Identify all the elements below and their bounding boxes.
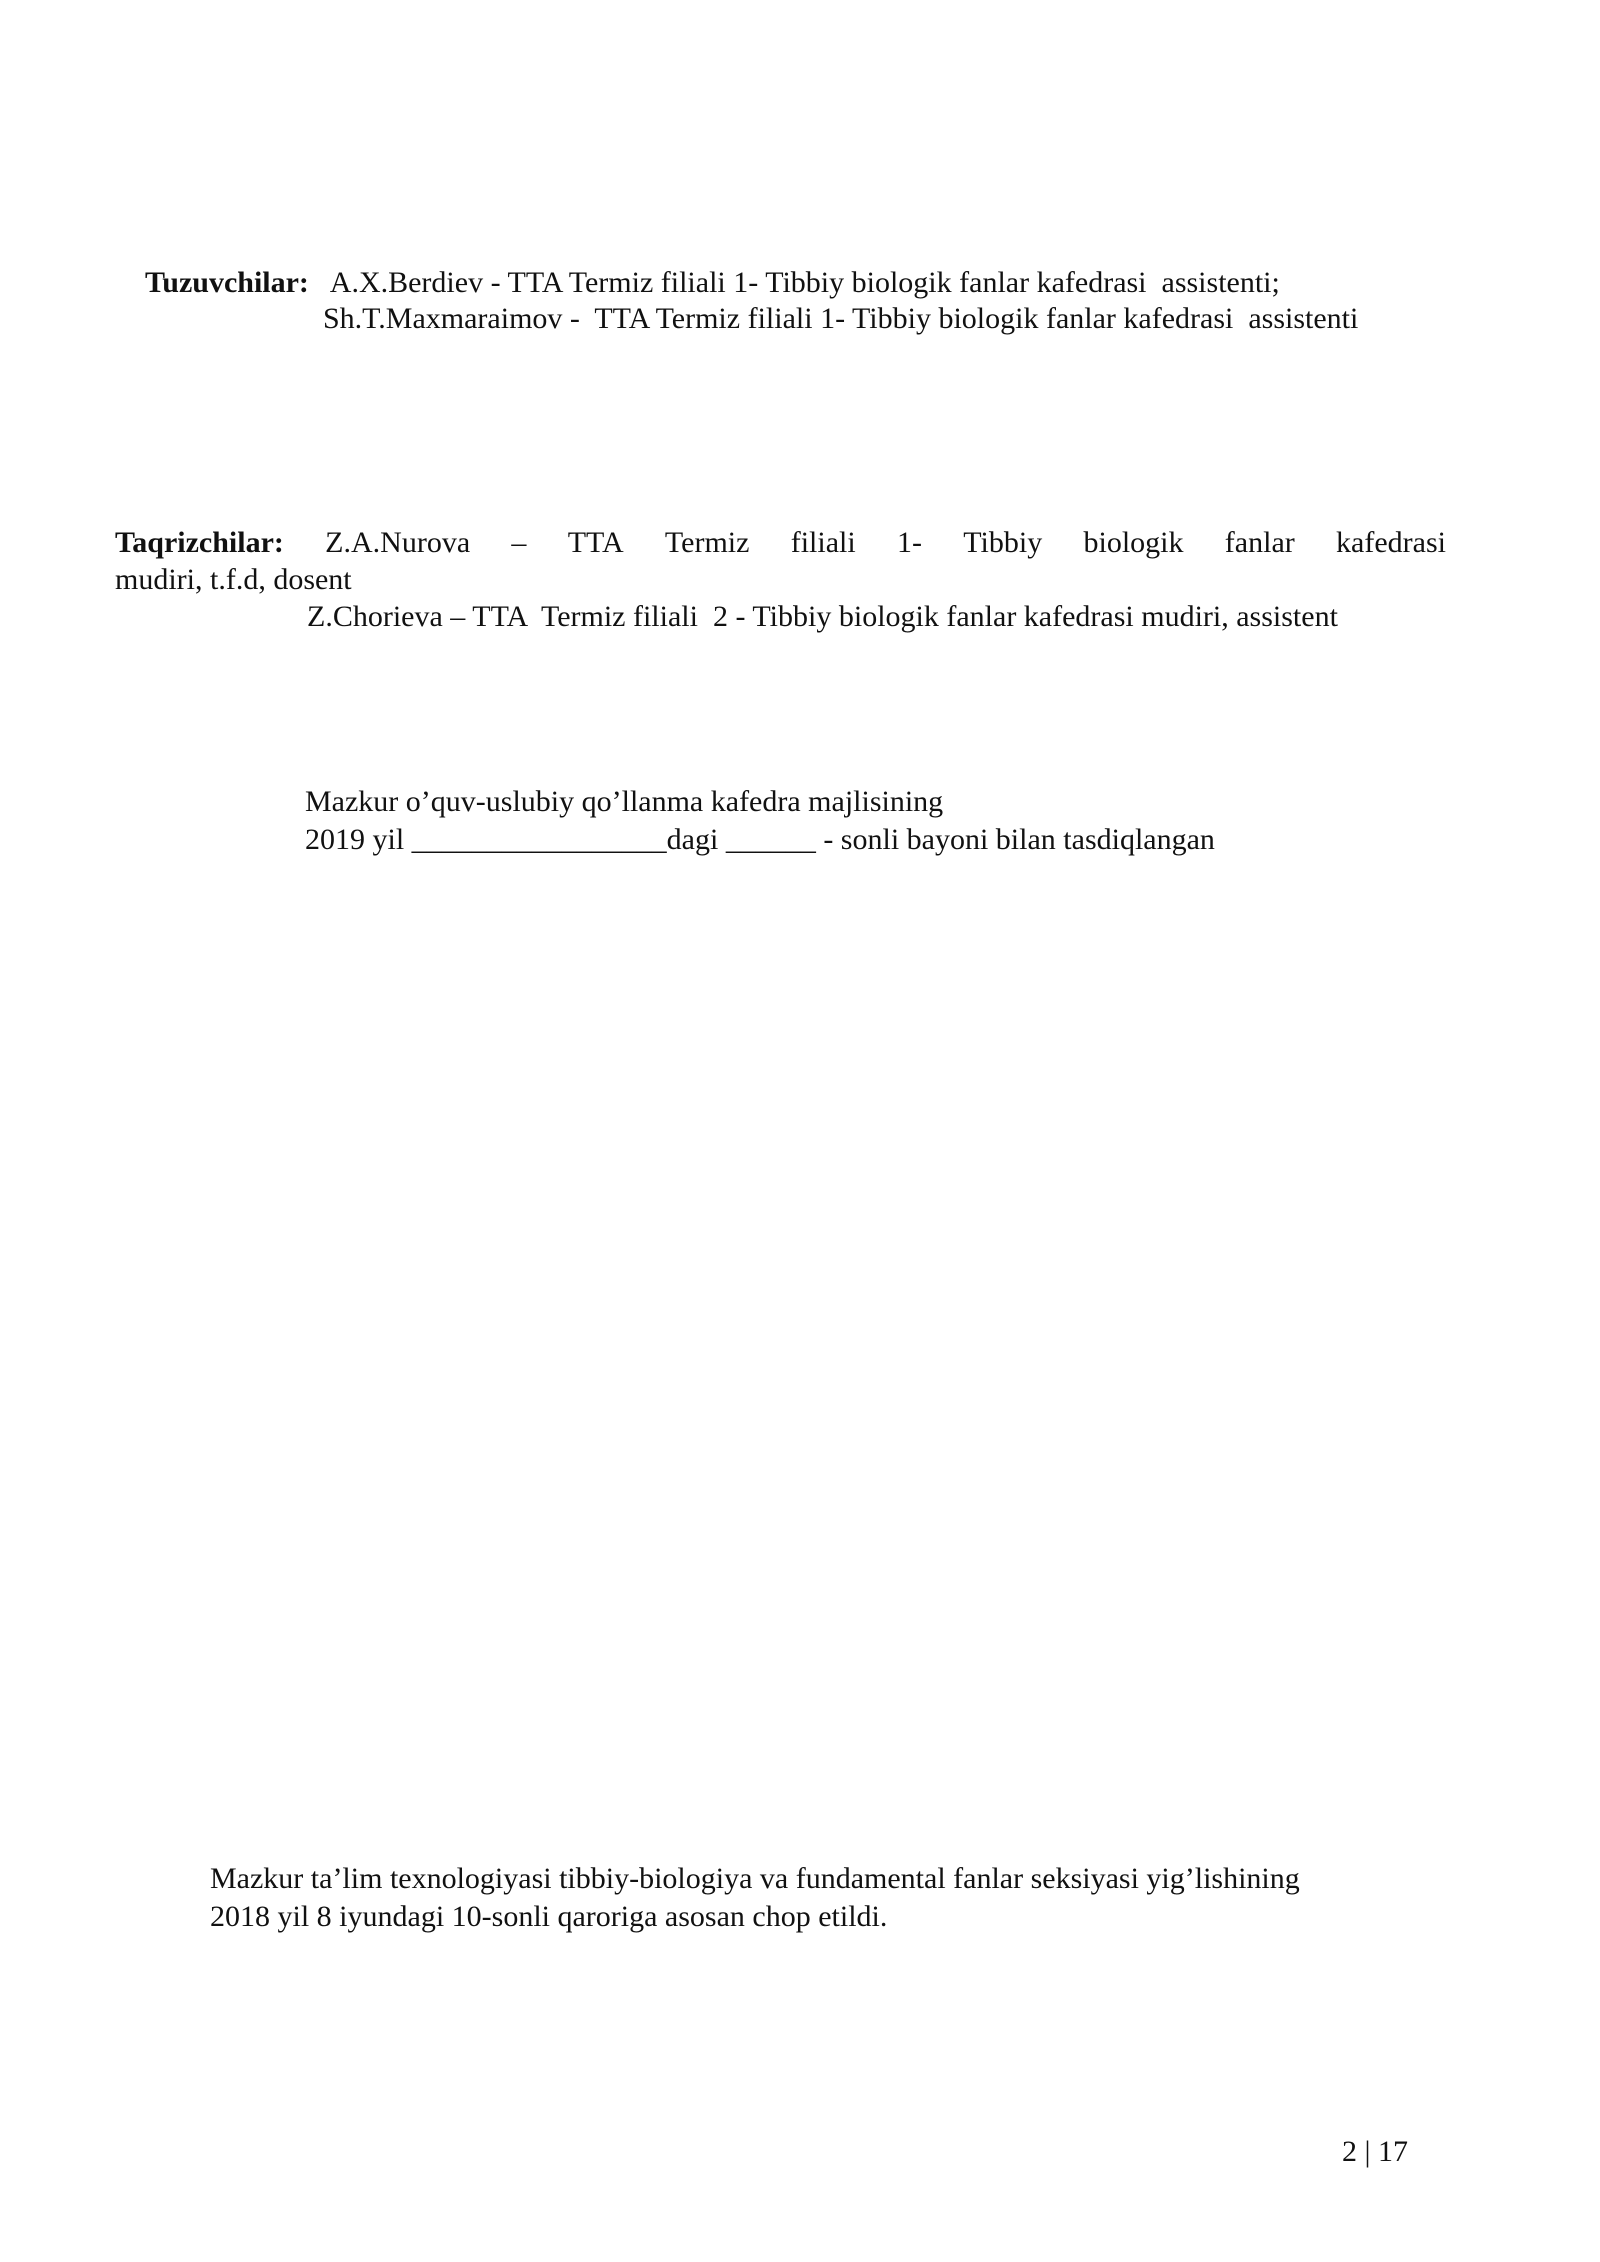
reviewer-1-word: kafedrasi [1336,526,1446,559]
reviewer-1-word: Termiz [664,526,750,559]
reviewer-1-continuation: mudiri, t.f.d, dosent [115,563,352,596]
compiler-2: Sh.T.Maxmaraimov - TTA Termiz filiali 1- Tibbiy biologik fanlar kafedrasi assistenti [323,302,1359,335]
reviewer-1-word: Z.A.Nurova [325,526,471,559]
reviewer-1-word: TTA [567,526,624,559]
reviewer-1-word: – [511,526,527,559]
reviewer-1-word: 1- [896,526,922,559]
publication-line-2: 2018 yil 8 iyundagi 10-sonli qaroriga asosan chop etildi. [210,1900,888,1933]
reviewers-heading: Taqrizchilar: [115,526,284,559]
approval-line-2: 2019 yil _________________dagi ______ - sonli bayoni bilan tasdiqlangan [305,823,1215,856]
reviewer-1-word: Tibbiy [963,526,1043,559]
compiler-1: A.X.Berdiev - TTA Termiz filiali 1- Tibbiy biologik fanlar kafedrasi assistenti; [329,265,1280,299]
reviewers-line-1 [115,524,1446,562]
reviewer-1-word: filiali [790,526,856,559]
reviewer-1-word: fanlar [1224,526,1295,559]
page-number: 2 | 17 [1342,2135,1409,2168]
publication-line-1: Mazkur ta’lim texnologiyasi tibbiy-biologiya va fundamental fanlar seksiyasi yig’lishining [210,1862,1300,1895]
approval-line-1: Mazkur o’quv-uslubiy qo’llanma kafedra majlisining [305,785,944,818]
reviewer-1-word: biologik [1083,526,1184,559]
reviewer-2: Z.Chorieva – TTA Termiz filiali 2 - Tibbiy biologik fanlar kafedrasi mudiri, assistent [307,600,1338,633]
compilers-heading: Tuzuvchilar: [145,265,309,299]
